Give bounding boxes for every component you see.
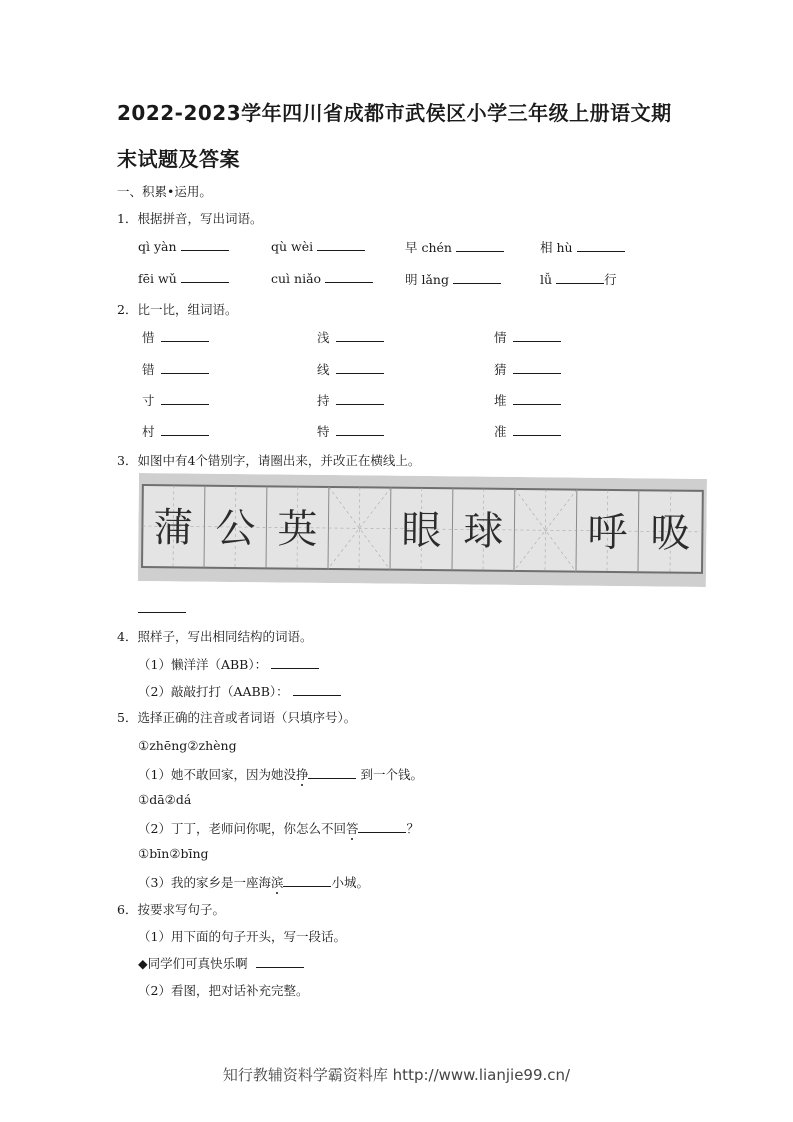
sentence-text: （3）我的家乡是一座海 [138, 875, 271, 890]
answer-blank[interactable] [293, 683, 341, 696]
q5-sentence-3 [138, 873, 369, 891]
char-label: 村 [142, 424, 155, 439]
q5-sentence-1 [138, 765, 423, 783]
pinyin-label: 明 lǎng [405, 272, 449, 287]
sentence-text: （2）丁丁，老师问你呢，你怎么不回 [138, 821, 346, 836]
char-label: 惜 [142, 330, 155, 345]
q2-item [317, 422, 384, 440]
q1-title: 1．根据拼音，写出词语。 [117, 211, 263, 226]
q2-item [142, 391, 209, 409]
char-label: 堆 [494, 393, 507, 408]
char-label: 寸 [142, 393, 155, 408]
q6-title: 6．按要求写句子。 [117, 902, 225, 917]
char-label: 错 [142, 362, 155, 377]
pinyin-label: fēi wǔ [138, 271, 177, 286]
q2-item [494, 391, 561, 409]
answer-blank[interactable] [308, 766, 356, 779]
sentence-text: 到一个钱。 [360, 767, 423, 782]
sentence-text: ？ [406, 821, 419, 836]
answer-blank[interactable] [556, 271, 604, 284]
q1-item [138, 270, 229, 286]
q6-bullet [138, 954, 304, 972]
title-line-1: 2022-2023学年四川省成都市武侯区小学三年级上册语文期 [117, 101, 672, 125]
answer-blank[interactable] [317, 238, 365, 251]
q1-item [540, 238, 625, 256]
q1-item [271, 238, 365, 254]
grid-char[interactable]: 英 [277, 506, 318, 553]
pinyin-label: lǚ [540, 272, 553, 287]
char-label: 特 [317, 424, 330, 439]
q2-item [317, 360, 384, 378]
answer-blank[interactable] [577, 239, 625, 252]
answer-blank[interactable] [138, 600, 186, 613]
answer-blank[interactable] [271, 656, 319, 669]
q2-item [142, 328, 209, 346]
q6-item-2: （2）看图，把对话补充完整。 [138, 983, 309, 998]
char-label: 线 [317, 362, 330, 377]
pinyin-label: 早 chén [405, 240, 452, 255]
q3-title: 3．如图中有4个错别字，请圈出来，并改正在横线上。 [117, 453, 421, 468]
pinyin-label: qù wèi [271, 239, 314, 254]
answer-blank[interactable] [325, 270, 373, 283]
grid-char[interactable]: 公 [215, 505, 256, 553]
q1-item [405, 270, 501, 288]
pinyin-label: cuì niǎo [271, 271, 322, 286]
q2-title: 2．比一比，组词语。 [117, 302, 238, 317]
section-heading: 一、积累•运用。 [117, 184, 212, 199]
dotted-char: 挣 [295, 767, 309, 782]
q2-item [494, 328, 561, 346]
q2-item [494, 422, 561, 440]
dotted-char: 滨 [270, 875, 284, 890]
q5-options-3: ①bīn②bīng [138, 846, 209, 861]
q2-item [317, 328, 384, 346]
answer-blank[interactable] [513, 329, 561, 342]
answer-blank[interactable] [336, 329, 384, 342]
char-label: 浅 [317, 330, 330, 345]
answer-blank[interactable] [453, 271, 501, 284]
sentence-text: （1）她不敢回家，因为她没 [138, 767, 296, 782]
word-tail: 行 [604, 272, 617, 287]
answer-blank[interactable] [513, 423, 561, 436]
q3-answer [138, 600, 186, 616]
grid-char[interactable]: 眼 [401, 507, 442, 555]
q5-sentence-2 [138, 819, 419, 837]
footer-watermark: 知行教辅资料学霸资料库 http://www.lianjie99.cn/ [222, 1066, 571, 1084]
answer-blank[interactable] [181, 238, 229, 251]
title-line-2: 末试题及答案 [117, 147, 240, 171]
char-label: 持 [317, 393, 330, 408]
tianzige-grid-image [138, 473, 707, 587]
answer-blank[interactable] [513, 361, 561, 374]
char-label: 准 [494, 424, 507, 439]
q1-item [271, 270, 373, 286]
answer-blank[interactable] [456, 239, 504, 252]
answer-blank[interactable] [161, 423, 209, 436]
q5-options-1: ①zhēng②zhèng [138, 738, 237, 753]
answer-blank[interactable] [161, 361, 209, 374]
q5-options-2: ①dā②dá [138, 792, 192, 807]
char-label: 情 [494, 330, 507, 345]
q2-item [142, 360, 209, 378]
grid-char[interactable]: 吸 [650, 510, 691, 557]
q4-title: 4．照样子，写出相同结构的词语。 [117, 629, 313, 644]
item-label: （2）敲敲打打（AABB）： [138, 684, 289, 699]
answer-blank[interactable] [161, 329, 209, 342]
pinyin-label: qì yàn [138, 239, 177, 254]
pinyin-label: 相 hù [540, 240, 573, 255]
grid-char[interactable]: 球 [463, 508, 504, 555]
sentence-text: 小城。 [331, 875, 369, 890]
answer-blank[interactable] [336, 392, 384, 405]
answer-blank[interactable] [513, 392, 561, 405]
q2-item [494, 360, 561, 378]
q2-item [317, 391, 384, 409]
q4-item-2 [138, 682, 341, 700]
grid-char[interactable]: 蒲 [153, 505, 194, 552]
answer-blank[interactable] [336, 361, 384, 374]
char-label: 猜 [494, 362, 507, 377]
answer-blank[interactable] [358, 820, 406, 833]
q4-item-1 [138, 655, 319, 673]
q1-item [540, 270, 617, 288]
answer-blank[interactable] [283, 874, 331, 887]
q6-item-1: （1）用下面的句子开头，写一段话。 [138, 929, 346, 944]
grid-char[interactable]: 呼 [587, 509, 628, 557]
answer-blank[interactable] [181, 270, 229, 283]
item-label: （1）懒洋洋（ABB）： [138, 657, 268, 672]
q1-item [405, 238, 504, 256]
dotted-char: 答 [345, 821, 359, 836]
bullet-sentence: ◆同学们可真快乐啊 [138, 956, 248, 971]
answer-blank[interactable] [161, 392, 209, 405]
answer-blank[interactable] [256, 955, 304, 968]
answer-blank[interactable] [336, 423, 384, 436]
q2-item [142, 422, 209, 440]
q1-item [138, 238, 229, 254]
q5-title: 5．选择正确的注音或者词语（只填序号）。 [117, 710, 357, 725]
